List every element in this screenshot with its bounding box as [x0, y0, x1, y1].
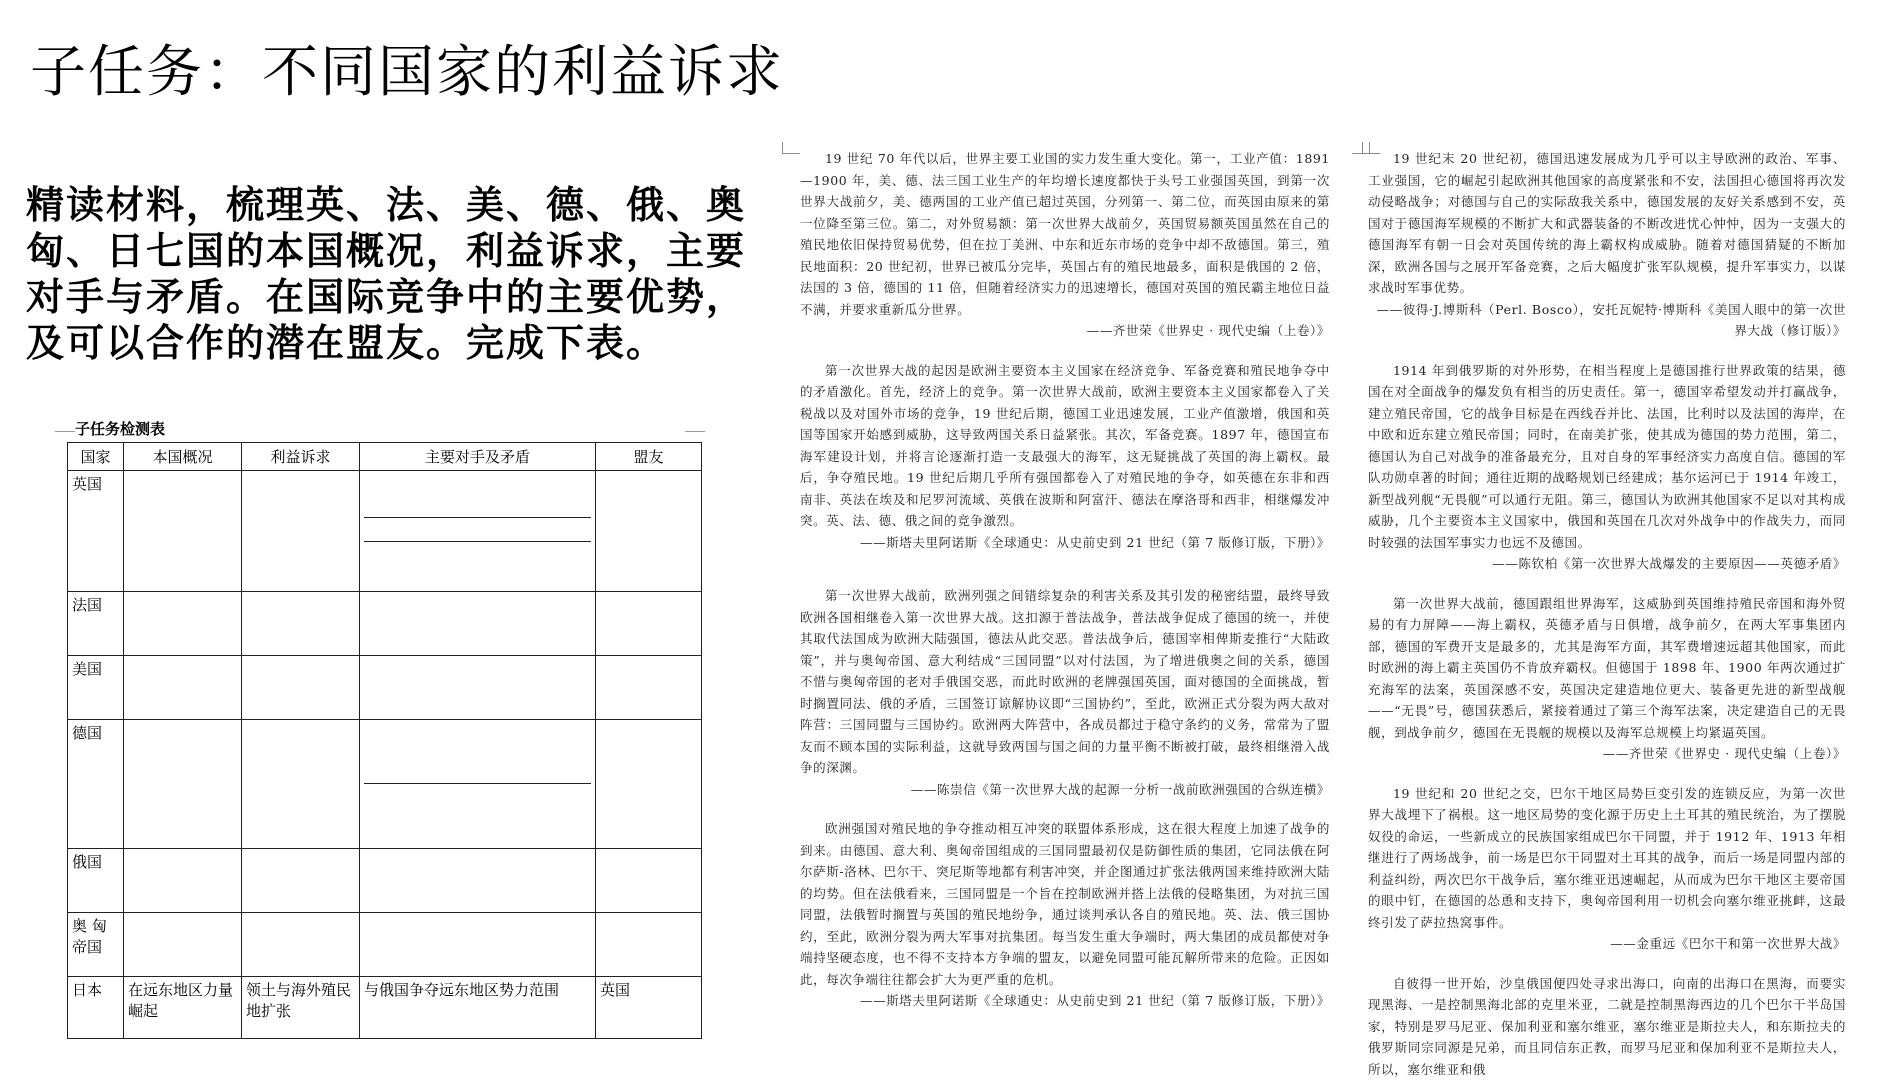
ally-cell[interactable] — [596, 849, 702, 913]
material-source: ——彼得·J.博斯科（Perl. Bosco），安托瓦妮特·博斯科《美国人眼中的第一次世界大战（修订版）》 — [1368, 299, 1846, 342]
header-demand: 利益诉求 — [242, 443, 360, 471]
crop-mark — [685, 424, 705, 432]
material-paragraph: 19 世纪末 20 世纪初，德国迅速发展成为几乎可以主导欧洲的政治、军事、工业强国，它的崛起引起欧洲其他国家的高度紧张和不安，法国担心德国将再次发动侵略战争；对德国与自己的实际敌我关系中，德国发展的友好关系感到不安，英国对于德国海军规模的不断扩大和武器装备的不断改进忧心忡忡，因为一支强大的德国海军有朝一日会对英国传统的海上霸权构成威胁。随着对德国猜疑的不断加深，欧洲各国与之展开军备竞赛，之后大幅度扩张军队规模，提升军事实力，以谋求战时军事优势。 — [1368, 148, 1846, 299]
demand-cell[interactable] — [242, 720, 360, 849]
rival-cell[interactable] — [360, 720, 596, 849]
overview-cell[interactable] — [124, 656, 242, 720]
overview-cell[interactable] — [124, 592, 242, 656]
country-cell: 美国 — [68, 656, 124, 720]
material-source: ——陈钦柏《第一次世界大战爆发的主要原因——英德矛盾》 — [1368, 553, 1846, 575]
header-country: 国家 — [68, 443, 124, 471]
overview-cell[interactable] — [124, 849, 242, 913]
task-table-panel — [55, 418, 705, 1028]
page-title: 子任务：不同国家的利益诉求 — [30, 28, 784, 108]
overview-cell[interactable] — [124, 720, 242, 849]
demand-cell[interactable] — [242, 849, 360, 913]
material-column-right — [1368, 148, 1846, 1080]
material-source: ——齐世荣《世界史 · 现代史编（上卷）》 — [800, 320, 1330, 342]
material-paragraph: 19 世纪 70 年代以后，世界主要工业国的实力发生重大变化。第一，工业产值：1891—1900 年，美、德、法三国工业生产的年均增长速度都快于头号工业强国英国，到第一次世界大战前夕，美、德两国的工业产值已超过英国，分列第一、第二位，而英国由原来的第一位降至第三位。第二，对外贸易额：第一次世界大战前夕，英国贸易额英国虽然在自己的殖民地依旧保持贸易优势，但在拉丁美洲、中东和近东市场的竞争中却不敌德国。第三，殖民地面积：20 世纪初，世界已被瓜分完毕，英国占有的殖民地最多，面积是俄国的 2 倍，法国的 3 倍，德国的 11 倍，但随着经济实力的迅速增长，德国对英国的殖民霸主地位日益不满，并要求重新瓜分世界。 — [800, 148, 1330, 320]
country-cell: 英国 — [68, 471, 124, 592]
table-row — [68, 849, 702, 913]
ally-cell[interactable] — [596, 471, 702, 592]
table-row — [68, 977, 702, 1039]
country-cell: 俄国 — [68, 849, 124, 913]
country-cell: 日本 — [68, 977, 124, 1039]
demand-cell[interactable]: 领土与海外殖民地扩张 — [242, 977, 360, 1039]
material-paragraph: 第一次世界大战前，欧洲列强之间错综复杂的利害关系及其引发的秘密结盟，最终导致欧洲各国相继卷入第一次世界大战。这扣源于普法战争，普法战争促成了德国的统一，并使其取代法国成为欧洲大陆强国，德法从此交恶。普法战争后，德国宰相俾斯麦推行“大陆政策”，并与奥匈帝国、意大利结成“三国同盟”以对付法国，为了增进俄奥之间的关系，德国不惜与奥匈帝国的老对手俄国交恶，而此时欧洲的老牌强国英国，面对德国的全面挑战，暂时搁置同法、俄的矛盾，三国签订谅解协议即“三国协约”，至此，欧洲正式分裂为两大敌对阵营：三国同盟与三国协约。欧洲两大阵营中，各成员都过于稳守条约的义务，常常为了盟友而不顾本国的实际利益，这就导致两国与国之间的力量平衡不断被打破，最终相继滑入战争的深渊。 — [800, 585, 1330, 779]
demand-cell[interactable] — [242, 913, 360, 977]
material-paragraph: 第一次世界大战的起因是欧洲主要资本主义国家在经济竞争、军备竞赛和殖民地争夺中的矛盾激化。首先，经济上的竞争。第一次世界大战前，欧洲主要资本主义国家都卷入了关税战以及对国外市场的竞争，19 世纪后期，德国工业迅速发展，工业产值激增，俄国和英国等国家开始感到威胁，这导致两国关系日益紧张。其次，军备竞赛。1897 年，德国宣布海军建设计划，并将言论逐渐打造一支最强大的海军，这无疑挑战了英国的海上霸权。最后，争夺殖民地。19 世纪后期几乎所有强国都卷入了对殖民地的争夺，如英德在东非和西南非、英法在埃及和尼罗河流域、英俄在波斯和阿富汗、德法在摩洛哥和西非，相继爆发冲突。英、法、德、俄之间的竞争激烈。 — [800, 360, 1330, 532]
material-source: ——斯塔夫里阿诺斯《全球通史：从史前史到 21 世纪（第 7 版修订版，下册）》 — [800, 532, 1330, 554]
material-source: ——齐世荣《世界史 · 现代史编（上卷）》 — [1368, 743, 1846, 765]
table-row — [68, 720, 702, 849]
material-source: ——陈崇信《第一次世界大战的起源一分析一战前欧洲强国的合纵连横》 — [800, 779, 1330, 801]
rival-cell[interactable] — [360, 471, 596, 592]
header-ally: 盟友 — [596, 443, 702, 471]
overview-cell[interactable] — [124, 471, 242, 592]
table-row — [68, 471, 702, 592]
table-caption: 子任务检测表 — [75, 418, 165, 439]
ally-cell[interactable] — [596, 720, 702, 849]
material-column-left — [800, 148, 1330, 1030]
material-paragraph: 欧洲强国对殖民地的争夺推动相互冲突的联盟体系形成，这在很大程度上加速了战争的到来。由德国、意大利、奥匈帝国组成的三国同盟最初仅是防御性质的集团，它同法俄在阿尔萨斯-洛林、巴尔干、突尼斯等地都有利害冲突，并企图通过扩张法俄两国来维持欧洲大陆的均势。但在法俄看来，三国同盟是一个旨在控制欧洲并搭上法俄的侵略集团，为对抗三国同盟，法俄暂时搁置与英国的殖民地纷争，通过谈判承认各自的殖民地。英、法、俄三国协约，至此，欧洲分裂为两大军事对抗集团。每当发生重大争端时，两大集团的成员都使对争端持坚硬态度，也不得不支持本方争端的盟友，以避免同盟可能瓦解所带来的危险。正因如此，每次争端往往都会扩大为更严重的危机。 — [800, 818, 1330, 990]
demand-cell[interactable] — [242, 592, 360, 656]
material-paragraph: 自彼得一世开始，沙皇俄国便四处寻求出海口，向南的出海口在黑海，而要实现黑海、一是控制黑海北部的克里米亚，二就是控制黑海西边的几个巴尔干半岛国家，特别是罗马尼亚、保加利亚和塞尔维亚，塞尔维亚是斯拉夫人，和东斯拉夫的俄罗斯同宗同源是兄弟，而且同信东正教，而罗马尼亚和保加利亚不是斯拉夫人，所以，塞尔维亚和俄 — [1368, 973, 1846, 1080]
demand-cell[interactable] — [242, 471, 360, 592]
table-row — [68, 656, 702, 720]
ally-cell[interactable] — [596, 592, 702, 656]
ally-cell[interactable] — [596, 913, 702, 977]
rival-cell[interactable] — [360, 592, 596, 656]
material-paragraph: 第一次世界大战前，德国跟组世界海军，这威胁到英国维持殖民帝国和海外贸易的有力屏障——海上霸权，英德矛盾与日俱增，战争前夕，在两大军事集团内部，德国的军费开支是最多的，尤其是海军方面，其军费增速远超其他国家，而此时欧洲的海上霸主英国仍不肯放弃霸权。但德国于 1898 年、1900 年两次通过扩充海军的法案，英国深感不安，英国决定建造地位更大、装备更先进的新型战舰——“无畏”号，德国获悉后，紧接着通过了第三个海军法案，决定建造自己的无畏舰，到战争前夕，德国在无畏舰的规模以及海军总规模上均紧逼英国。 — [1368, 593, 1846, 744]
task-instructions: 精读材料，梳理英、法、美、德、俄、奥匈、日七国的本国概况，利益诉求，主要对手与矛盾。在国际竞争中的主要优势，及可以合作的潜在盟友。完成下表。 — [26, 182, 756, 366]
rival-cell[interactable] — [360, 913, 596, 977]
rival-cell[interactable]: 与俄国争夺远东地区势力范围 — [360, 977, 596, 1039]
ally-cell[interactable]: 英国 — [596, 977, 702, 1039]
country-cell: 德国 — [68, 720, 124, 849]
overview-cell[interactable] — [124, 913, 242, 977]
country-cell: 法国 — [68, 592, 124, 656]
header-rival: 主要对手及矛盾 — [360, 443, 596, 471]
material-source: ——金重远《巴尔干和第一次世界大战》 — [1368, 933, 1846, 955]
rival-cell[interactable] — [360, 849, 596, 913]
table-header-row — [68, 443, 702, 471]
table-row — [68, 592, 702, 656]
demand-cell[interactable] — [242, 656, 360, 720]
table-row — [68, 913, 702, 977]
crop-mark — [55, 424, 75, 432]
material-source: ——斯塔夫里阿诺斯《全球通史：从史前史到 21 世纪（第 7 版修订版，下册）》 — [800, 990, 1330, 1012]
ally-cell[interactable] — [596, 656, 702, 720]
country-cell: 奥 匈 帝国 — [68, 913, 124, 977]
rival-cell[interactable] — [360, 656, 596, 720]
material-paragraph: 19 世纪和 20 世纪之交，巴尔干地区局势巨变引发的连锁反应，为第一次世界大战埋下了祸根。这一地区局势的变化源于历史上土耳其的殖民统治，为了摆脱奴役的命运，一些新成立的民族国家组成巴尔干同盟，并于 1912 年、1913 年相继进行了两场战争，前一场是巴尔干同盟对土耳其的战争，而后一场是同盟内部的利益纠纷，两次巴尔干战争后，塞尔维亚迅速崛起，从而成为巴尔干地区主要帝国的眼中钉，在德国的怂恿和支持下，奥匈帝国利用一切机会向塞尔维亚挑衅，这最终引发了萨拉热窝事件。 — [1368, 783, 1846, 934]
header-overview: 本国概况 — [124, 443, 242, 471]
crop-mark — [782, 142, 800, 154]
material-paragraph: 1914 年到俄罗斯的对外形势，在相当程度上是德国推行世界政策的结果，德国在对全面战争的爆发负有相当的历史责任。第一，德国宰希望发动并打赢战争，建立殖民帝国，它的战争目标是在西线吞并比、法国，比利时以及法国的海岸，在中欧和近东建立殖民帝国；同时，在南美扩张，使其成为德国的势力范围，第二，德国认为自己对战争的准备最充分，且对自身的军事经济实力高度自信。德国的军队功勋卓著的时间；通往近期的战略规划已经建成；基尔运河已于 1914 年竣工，新型战列舰“无畏舰”可以通行无阻。第三，德国认为欧洲其他国家不足以对其构成威胁，几个主要资本主义国家中，俄国和英国在几次对外战争中的作战失力，而同时较强的法国军事实力也远不及德国。 — [1368, 360, 1846, 554]
task-table — [67, 442, 702, 1039]
overview-cell[interactable]: 在远东地区力量崛起 — [124, 977, 242, 1039]
